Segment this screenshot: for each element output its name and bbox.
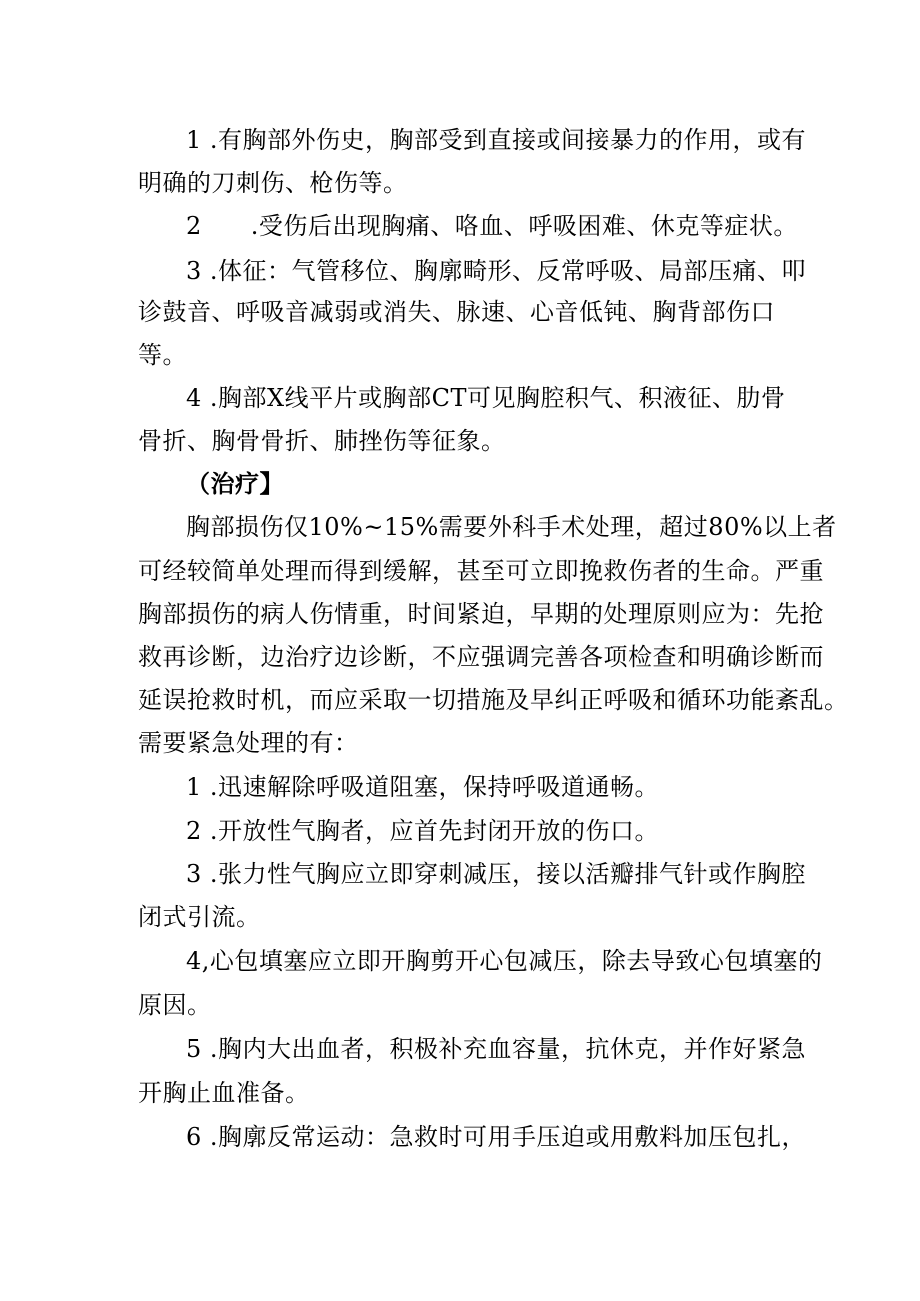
diagnosis-item-1-line-1: 1 .有胸部外伤史，胸部受到直接或间接暴力的作用，或有: [186, 126, 807, 154]
treatment-item-6-line-1: 6 .胸廓反常运动：急救时可用手压迫或用敷料加压包扎，: [186, 1123, 807, 1151]
treatment-item-4-line-1: 4,心包填塞应立即开胸剪开心包减压，除去导致心包填塞的: [186, 947, 823, 975]
diagnosis-item-4-line-2: 骨折、胸骨骨折、肺挫伤等征象。: [138, 427, 506, 455]
treatment-paragraph-line-5: 延误抢救时机，而应采取一切措施及早纠正呼吸和循环功能紊乱。: [138, 686, 849, 714]
diagnosis-item-3-line-2: 诊鼓音、呼吸音减弱或消失、脉速、心音低钝、胸背部伤口: [138, 298, 775, 326]
treatment-heading: （治疗】: [186, 469, 284, 498]
treatment-item-5-line-1: 5 .胸内大出血者，积极补充血容量，抗休克，并作好紧急: [186, 1035, 807, 1063]
diagnosis-item-3-line-1: 3 .体征：气管移位、胸廓畸形、反常呼吸、局部压痛、叩: [186, 257, 807, 285]
treatment-item-4-line-2: 原因。: [138, 991, 212, 1019]
treatment-item-1-line-1: 1 .迅速解除呼吸道阻塞，保持呼吸道通畅。: [186, 773, 660, 801]
treatment-item-2-line-1: 2 .开放性气胸者，应首先封闭开放的伤口。: [186, 817, 660, 845]
treatment-item-3-line-1: 3 .张力性气胸应立即穿刺减压，接以活瓣排气针或作胸腔: [186, 860, 807, 888]
treatment-paragraph-line-4: 救再诊断，边治疗边诊断，不应强调完善各项检查和明确诊断而: [138, 643, 824, 671]
diagnosis-item-4-line-1: 4 .胸部X线平片或胸部CT可见胸腔积气、积液征、肋骨: [186, 384, 786, 412]
treatment-paragraph-line-6: 需要紧急处理的有：: [138, 729, 359, 757]
treatment-paragraph-line-2: 可经较简单处理而得到缓解，甚至可立即挽救伤者的生命。严重: [138, 557, 824, 585]
treatment-item-5-line-2: 开胸止血准备。: [138, 1079, 310, 1107]
diagnosis-item-3-line-3: 等。: [138, 341, 187, 369]
diagnosis-item-2-line-1: 2 .受伤后出现胸痛、咯血、呼吸困难、休克等症状。: [186, 212, 798, 240]
diagnosis-item-1-line-2: 明确的刀刺伤、枪伤等。: [138, 169, 408, 197]
treatment-paragraph-line-1: 胸部损伤仅10%~15%需要外科手术处理，超过80%以上者: [186, 513, 837, 541]
treatment-item-3-line-2: 闭式引流。: [138, 903, 261, 931]
treatment-paragraph-line-3: 胸部损伤的病人伤情重，时间紧迫，早期的处理原则应为：先抢: [138, 600, 824, 628]
